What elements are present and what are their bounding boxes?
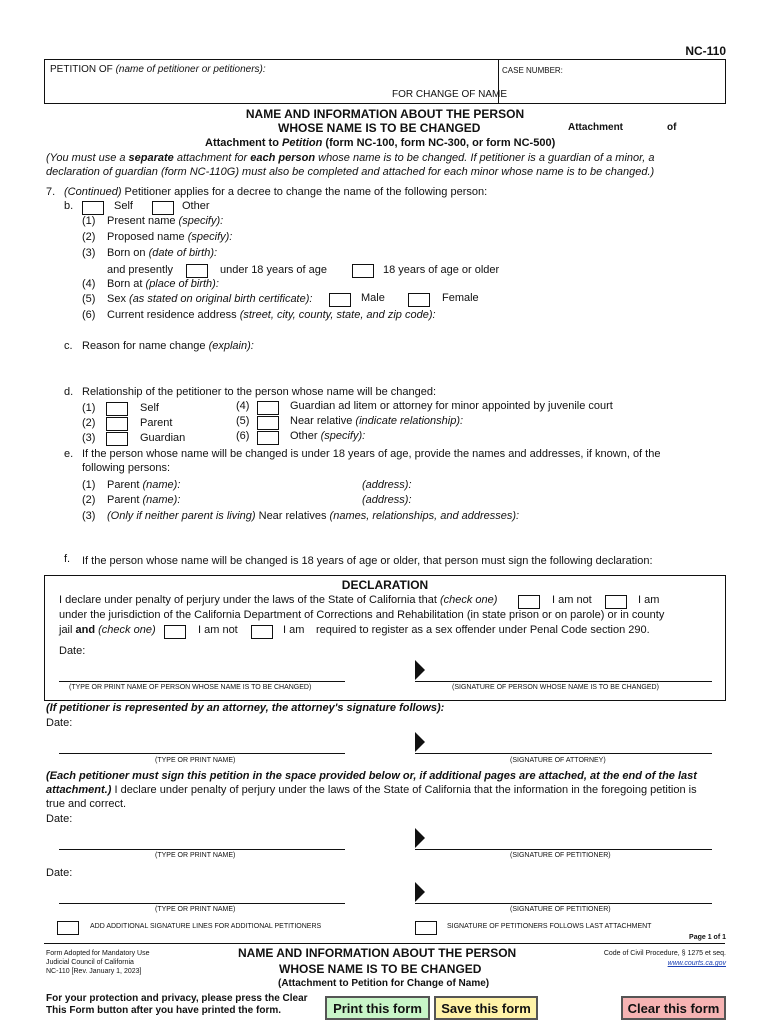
- courts-link[interactable]: www.courts.ca.gov: [667, 960, 726, 967]
- petitioner1-date-label: Date:: [46, 813, 73, 825]
- rel2-num: (2): [82, 417, 96, 429]
- attorney-date-label: Date:: [46, 717, 73, 729]
- rel-near-label: Near relative (indicate relationship):: [290, 415, 464, 427]
- petitioner-heading1: (Each petitioner must sign this petition in the space provided below or, if additional pages are attached, at the end of the last: [46, 770, 697, 782]
- e3-num: (3): [82, 510, 96, 522]
- follows-last-label: SIGNATURE OF PETITIONERS FOLLOWS LAST ATTACHMENT: [447, 923, 652, 930]
- d-label: d.: [64, 386, 74, 398]
- f-text: If the person whose name will be changed is 18 years of age or older, that person must sign the following declaration:: [82, 555, 653, 567]
- decl-sign-arrow-icon: [415, 660, 425, 680]
- e-text2: following persons:: [82, 462, 171, 474]
- rel6-num: (6): [236, 430, 250, 442]
- attachment-label: Attachment: [568, 122, 624, 133]
- near-relatives-label: (Only if neither parent is living) Near relatives (names, relationships, and addresses):: [107, 510, 520, 522]
- petition-of-label: PETITION OF (name of petitioner or petitioners):: [50, 64, 266, 75]
- b5-num: (5): [82, 293, 96, 305]
- form-id: NC-110: [685, 44, 726, 58]
- parent2-address-label: (address):: [362, 494, 412, 506]
- f-label: f.: [64, 553, 71, 565]
- declaration-title: DECLARATION: [341, 578, 429, 592]
- code-citation: Code of Civil Procedure, § 1275 et seq.: [603, 950, 726, 957]
- footer-title1: NAME AND INFORMATION ABOUT THE PERSON: [238, 946, 517, 960]
- declaration-line1: I declare under penalty of perjury under the laws of the State of California that (check one): [59, 594, 498, 606]
- rel-other-checkbox[interactable]: [257, 431, 279, 445]
- petitioner2-sig-line[interactable]: [415, 903, 712, 904]
- female-label: Female: [442, 292, 479, 304]
- petitioner2-date-label: Date:: [46, 867, 73, 879]
- rel1-num: (1): [82, 402, 96, 414]
- rel-other-label: Other (specify):: [290, 430, 366, 442]
- proposed-name-label: Proposed name (specify):: [107, 231, 233, 243]
- attorney-heading: (If petitioner is represented by an attorney, the attorney's signature follows):: [46, 702, 445, 714]
- decl-reg-not-checkbox[interactable]: [164, 625, 186, 639]
- page-number: Page 1 of 1: [689, 934, 726, 941]
- rel-guardian-checkbox[interactable]: [106, 432, 128, 446]
- declaration-line2: under the jurisdiction of the California Department of Corrections and Rehabilitation (in state prison or on parole) or in county: [59, 609, 665, 621]
- attorney-sign-arrow-icon: [415, 732, 425, 752]
- b3-num: (3): [82, 247, 96, 259]
- intro-line1: (You must use a separate attachment for each person whose name is to be changed. If petitioner is a guardian of a minor, a: [46, 152, 655, 164]
- rel-gal-checkbox[interactable]: [257, 401, 279, 415]
- male-label: Male: [361, 292, 385, 304]
- c-label: c.: [64, 340, 73, 352]
- rel-parent-checkbox[interactable]: [106, 417, 128, 431]
- b1-num: (1): [82, 215, 96, 227]
- self-label: Self: [114, 200, 133, 212]
- sex-label: Sex (as stated on original birth certificate):: [107, 293, 313, 305]
- e-label: e.: [64, 448, 74, 460]
- over18-checkbox[interactable]: [352, 264, 374, 278]
- parent1-address-label: (address):: [362, 479, 412, 491]
- case-number-label: CASE NUMBER:: [502, 66, 563, 75]
- petitioner2-sign-arrow-icon: [415, 882, 425, 902]
- intro-line2: declaration of guardian (form NC-110G) must also be completed and attached for each minor whose name is to be changed.): [46, 166, 655, 178]
- attorney-type-name-label: (TYPE OR PRINT NAME): [155, 757, 236, 764]
- footer-title3: (Attachment to Petition for Change of Name): [278, 978, 490, 989]
- footer-title2: WHOSE NAME IS TO BE CHANGED: [279, 962, 482, 976]
- decl-reg-label: I am: [283, 624, 305, 636]
- and-presently-label: and presently: [107, 264, 174, 276]
- decl-reg-checkbox[interactable]: [251, 625, 273, 639]
- title-line2: WHOSE NAME IS TO BE CHANGED: [278, 121, 481, 135]
- parent1-label: Parent (name):: [107, 479, 181, 491]
- decl-sig-line[interactable]: [415, 681, 712, 682]
- rel-gal-label: Guardian ad litem or attorney for minor appointed by juvenile court: [290, 400, 613, 412]
- other-label: Other: [182, 200, 210, 212]
- attorney-name-line[interactable]: [59, 753, 345, 754]
- present-name-label: Present name (specify):: [107, 215, 224, 227]
- petitioner1-type-name-label: (TYPE OR PRINT NAME): [155, 852, 236, 859]
- self-checkbox[interactable]: [82, 201, 104, 215]
- female-checkbox[interactable]: [408, 293, 430, 307]
- residence-label: Current residence address (street, city, county, state, and zip code):: [107, 309, 436, 321]
- title-line1: NAME AND INFORMATION ABOUT THE PERSON: [245, 107, 525, 121]
- relationship-label: Relationship of the petitioner to the person whose name will be changed:: [82, 386, 437, 398]
- clear-button[interactable]: Clear this form: [621, 996, 726, 1020]
- rel-parent-label: Parent: [140, 417, 173, 429]
- e-text1: If the person whose name will be changed is under 18 years of age, provide the names and addresses, if known, of the: [82, 448, 661, 460]
- born-at-label: Born at (place of birth):: [107, 278, 219, 290]
- adopted-line1: Form Adopted for Mandatory Use: [46, 950, 150, 957]
- of-label: of: [667, 122, 677, 133]
- reason-label: Reason for name change (explain):: [82, 340, 254, 352]
- attorney-sig-label: (SIGNATURE OF ATTORNEY): [510, 757, 606, 764]
- rel4-num: (4): [236, 400, 250, 412]
- petitioner1-name-line[interactable]: [59, 849, 345, 850]
- petitioner1-sign-arrow-icon: [415, 828, 425, 848]
- attachment-to: Attachment to Petition (form NC-100, form NC-300, or form NC-500): [205, 137, 556, 149]
- add-lines-label: ADD ADDITIONAL SIGNATURE LINES FOR ADDITIONAL PETITIONERS: [90, 923, 322, 930]
- decl-type-name-label: (TYPE OR PRINT NAME OF PERSON WHOSE NAME IS TO BE CHANGED): [69, 684, 312, 691]
- decl-am-not-label: I am not: [552, 594, 592, 606]
- decl-required-text: required to register as a sex offender under Penal Code section 290.: [316, 624, 650, 636]
- decl-name-line[interactable]: [59, 681, 345, 682]
- privacy-line1: For your protection and privacy, please press the Clear: [46, 993, 308, 1004]
- item7-num: 7.: [46, 186, 56, 198]
- print-button[interactable]: Print this form: [325, 996, 430, 1020]
- male-checkbox[interactable]: [329, 293, 351, 307]
- decl-am-label: I am: [638, 594, 660, 606]
- privacy-line2: This Form button after you have printed the form.: [46, 1005, 282, 1016]
- rel-near-checkbox[interactable]: [257, 416, 279, 430]
- adopted-line3: NC-110 [Rev. January 1, 2023]: [46, 968, 142, 975]
- over18-label: 18 years of age or older: [383, 264, 500, 276]
- decl-am-checkbox[interactable]: [605, 595, 627, 609]
- other-checkbox[interactable]: [152, 201, 174, 215]
- e1-num: (1): [82, 479, 96, 491]
- rel3-num: (3): [82, 432, 96, 444]
- e2-num: (2): [82, 494, 96, 506]
- rel-self-checkbox[interactable]: [106, 402, 128, 416]
- follows-last-checkbox[interactable]: [415, 921, 437, 935]
- b-label: b.: [64, 200, 74, 212]
- parent2-label: Parent (name):: [107, 494, 181, 506]
- petitioner1-sig-label: (SIGNATURE OF PETITIONER): [510, 852, 611, 859]
- decl-reg-not-label: I am not: [198, 624, 238, 636]
- decl-sig-label: (SIGNATURE OF PERSON WHOSE NAME IS TO BE CHANGED): [452, 684, 659, 691]
- for-change-label: FOR CHANGE OF NAME: [392, 89, 508, 100]
- under18-label: under 18 years of age: [220, 264, 328, 276]
- petitioner-heading3: true and correct.: [46, 798, 127, 810]
- save-button[interactable]: Save this form: [434, 996, 538, 1020]
- b4-num: (4): [82, 278, 96, 290]
- decl-am-not-checkbox[interactable]: [518, 595, 540, 609]
- under18-checkbox[interactable]: [186, 264, 208, 278]
- adopted-line2: Judicial Council of California: [46, 959, 134, 966]
- attorney-sig-line[interactable]: [415, 753, 712, 754]
- b2-num: (2): [82, 231, 96, 243]
- declaration-line3: jail and (check one): [59, 624, 156, 636]
- rel5-num: (5): [236, 415, 250, 427]
- petitioner1-sig-line[interactable]: [415, 849, 712, 850]
- petitioner2-type-name-label: (TYPE OR PRINT NAME): [155, 906, 236, 913]
- decl-date-label: Date:: [59, 645, 86, 657]
- rel-guardian-label: Guardian: [140, 432, 186, 444]
- b6-num: (6): [82, 309, 96, 321]
- add-lines-checkbox[interactable]: [57, 921, 79, 935]
- petitioner2-name-line[interactable]: [59, 903, 345, 904]
- item7-text: (Continued) Petitioner applies for a decree to change the name of the following person:: [64, 186, 488, 198]
- rel-self-label: Self: [140, 402, 159, 414]
- petitioner-heading2: attachment.) I declare under penalty of perjury under the laws of the State of California that the information in the foregoing petition is: [46, 784, 697, 796]
- petitioner2-sig-label: (SIGNATURE OF PETITIONER): [510, 906, 611, 913]
- footer-rule: [44, 943, 725, 944]
- born-on-label: Born on (date of birth):: [107, 247, 218, 259]
